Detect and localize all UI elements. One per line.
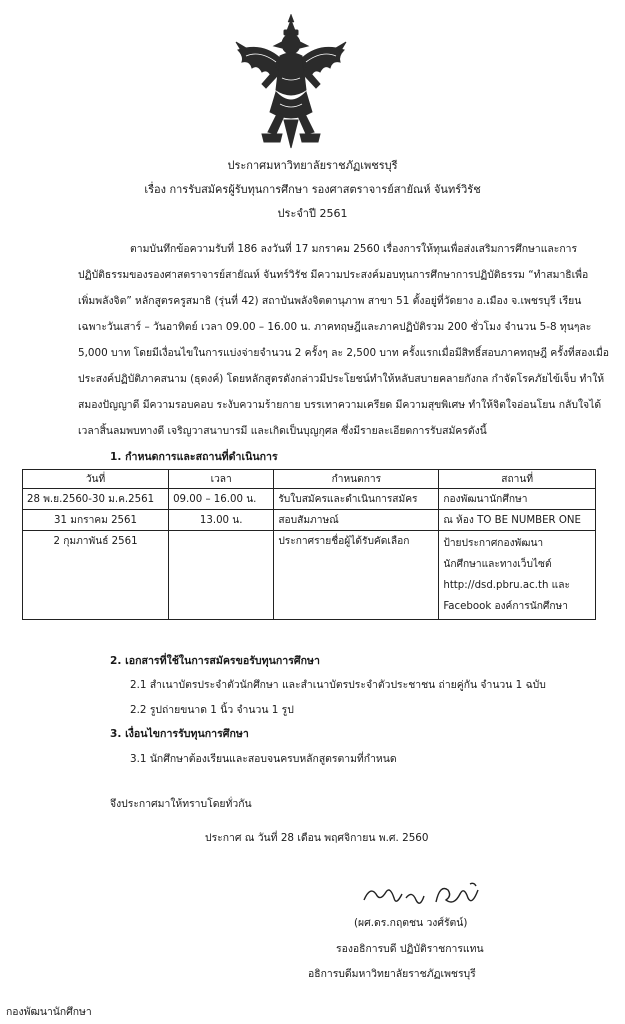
document-item: 2.2 รูปถ่ายขนาด 1 นิ้ว จำนวน 1 รูป [130, 704, 294, 716]
issuing-unit: กองพัฒนานักศึกษา [6, 1006, 92, 1018]
announcement-date: ประกาศ ณ วันที่ 28 เดือน พฤศจิกายน พ.ศ. 2560 [205, 832, 429, 844]
schedule-table [22, 469, 596, 620]
cell-venue: ณ ห้อง TO BE NUMBER ONE [439, 510, 596, 531]
cell-date: 31 มกราคม 2561 [23, 510, 169, 531]
intro-line: เพิ่มพลังจิต” หลักสูตรครูสมาธิ (รุ่นที่ 42) สถาบันพลังจิตตานุภาพ สาขา 51 ตั้งอยู่ที่วัดยาง อ.เมือง จ.เพชรบุรี เรียน [78, 295, 582, 307]
cell-venue [439, 531, 596, 620]
signature-icon [360, 880, 490, 912]
signatory-name: (ผศ.ดร.กฤตชน วงศ์รัตน์) [354, 917, 468, 929]
cell-venue: กองพัฒนานักศึกษา [439, 489, 596, 510]
section-1-title: 1. กำหนดการและสถานที่ดำเนินการ [110, 451, 278, 463]
intro-line: 5,000 บาท โดยมีเงื่อนไขในการแบ่งจ่ายจำนวน 2 ครั้งๆ ละ 2,500 บาท ครั้งแรกเมื่อมีสิทธิ์สอบภาคทฤษฎี ครั้งที่สองเมื่อ [78, 347, 610, 359]
intro-line: ปฏิบัติธรรมของรองศาสตราจารย์สายัณห์ จันทร์วิรัช มีความประสงค์มอบทุนการศึกษาการปฏิบัติธรรม “ทำสมาธิเพื่อ [78, 269, 589, 281]
announcement-year: ประจำปี 2561 [277, 207, 348, 220]
intro-line: ตามบันทึกข้อความรับที่ 186 ลงวันที่ 17 มกราคม 2560 เรื่องการให้ทุนเพื่อส่งเสริมการศึกษาและการ [130, 243, 578, 255]
signatory-position: อธิการบดีมหาวิทยาลัยราชภัฏเพชรบุรี [308, 968, 476, 980]
column-header-time: เวลา [169, 470, 274, 489]
venue-line: นักศึกษาและทางเว็บไซต์ [443, 559, 552, 570]
section-2-title: 2. เอกสารที่ใช้ในการสมัครขอรับทุนการศึกษา [110, 655, 320, 667]
announcement-issuer: ประกาศมหาวิทยาลัยราชภัฏเพชรบุรี [227, 159, 398, 172]
column-header-venue: สถานที่ [439, 470, 596, 489]
table-header-row [23, 470, 596, 489]
intro-line: ประสงค์ปฏิบัติภาคสนาม (ธุดงค์) โดยหลักสูตรดังกล่าวมีประโยชน์ทำให้หลับสบายคลายกังกล กำจัดโรคภัยไข้เจ็บ ทำให้ [78, 373, 605, 385]
signatory-position: รองอธิการบดี ปฏิบัติราชการแทน [336, 943, 484, 955]
cell-activity: รับใบสมัครและดำเนินการสมัคร [274, 489, 439, 510]
cell-time: 13.00 น. [169, 510, 274, 531]
cell-date: 28 พ.ย.2560-30 ม.ค.2561 [23, 489, 169, 510]
closing-statement: จึงประกาศมาให้ทราบโดยทั่วกัน [110, 798, 252, 810]
venue-line: Facebook องค์การนักศึกษา [443, 601, 568, 612]
venue-url: http://dsd.pbru.ac.th และ [443, 580, 570, 591]
garuda-emblem-icon [232, 12, 350, 150]
section-3-title: 3. เงื่อนไขการรับทุนการศึกษา [110, 728, 249, 740]
document-item: 2.1 สำเนาบัตรประจำตัวนักศึกษา และสำเนาบัตรประจำตัวประชาชน ถ่ายคู่กัน จำนวน 1 ฉบับ [130, 679, 546, 691]
cell-time: 09.00 – 16.00 น. [169, 489, 274, 510]
cell-activity: ประกาศรายชื่อผู้ได้รับคัดเลือก [274, 531, 439, 620]
cell-activity: สอบสัมภาษณ์ [274, 510, 439, 531]
cell-date: 2 กุมภาพันธ์ 2561 [23, 531, 169, 620]
intro-line: เวลาสิ้นลมพบทางดี เจริญวาสนาบารมี และเกิดเป็นบุญกุศล ซึ่งมีรายละเอียดการรับสมัครดังนี้ [78, 425, 487, 437]
column-header-date: วันที่ [23, 470, 169, 489]
table-row [23, 510, 596, 531]
venue-line: ป้ายประกาศกองพัฒนา [443, 538, 544, 549]
cell-time [169, 531, 274, 620]
intro-line: สมองปัญญาดี มีความรอบคอบ ระงับความร้ายกาย บรรเทาความเครียด มีความสุขพิเศษ ทำให้จิตใจอ่อนโยน กลับใจได้ [78, 399, 602, 411]
table-row [23, 489, 596, 510]
condition-item: 3.1 นักศึกษาต้องเรียนและสอบจนครบหลักสูตรตามที่กำหนด [130, 753, 397, 765]
announcement-subject: เรื่อง การรับสมัครผู้รับทุนการศึกษา รองศาสตราจารย์สายัณห์ จันทร์วิรัช [144, 183, 481, 196]
intro-line: เฉพาะวันเสาร์ – วันอาทิตย์ เวลา 09.00 – 16.00 น. ภาคทฤษฎีและภาคปฏิบัติรวม 200 ชั่วโมง จำนวน 5-8 ทุนๆละ [78, 321, 592, 333]
column-header-activity: กำหนดการ [274, 470, 439, 489]
table-row [23, 531, 596, 620]
